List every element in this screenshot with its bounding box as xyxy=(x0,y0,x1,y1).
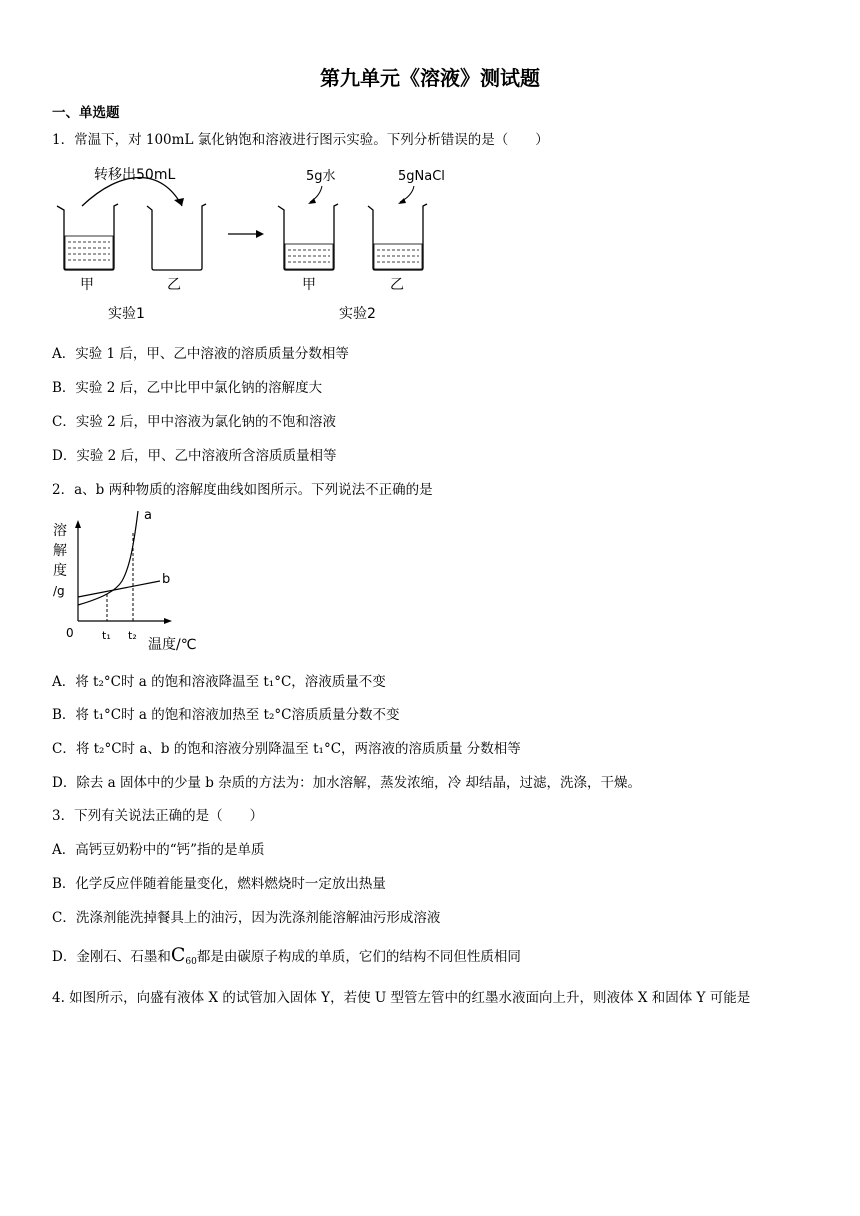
q2-option-a: A．将 t₂°C时 a 的饱和溶液降温至 t₁°C，溶液质量不变 xyxy=(52,674,386,690)
q3-option-a: A．高钙豆奶粉中的“钙”指的是单质 xyxy=(52,842,265,858)
beaker-yi-2 xyxy=(368,204,427,270)
beaker-jia-2 xyxy=(278,204,338,270)
xlabel: 温度/℃ xyxy=(148,637,197,653)
t2-label: t₂ xyxy=(128,629,137,642)
curve-a-label: a xyxy=(144,508,152,523)
transfer-label: 转移出50mL xyxy=(94,167,176,183)
section-heading: 一、单选题 xyxy=(52,105,120,121)
q1-figure xyxy=(52,158,472,328)
beaker-label-jia-2: 甲 xyxy=(302,277,316,293)
q3-option-d-before: D．金刚石、石墨和 xyxy=(52,949,171,965)
q2-option-c: C．将 t₂°C时 a、b 的饱和溶液分别降温至 t₁°C，两溶液的溶质质量 分数相等 xyxy=(52,741,521,757)
q4-stem: 4. 如图所示，向盛有液体 X 的试管加入固体 Y，若使 U 型管左管中的红墨水液面向上升，则液体 X 和固体 Y 可能是 xyxy=(52,990,751,1006)
beaker-label-yi-2: 乙 xyxy=(390,277,404,293)
ylabel-1: 溶 xyxy=(53,523,67,539)
q2-option-b: B．将 t₁°C时 a 的饱和溶液加热至 t₂°C溶质质量分数不变 xyxy=(52,707,400,723)
q3-stem: 3．下列有关说法正确的是（ ） xyxy=(52,808,264,824)
origin-label: 0 xyxy=(66,626,74,640)
q1-option-d: D．实验 2 后，甲、乙中溶液所含溶质质量相等 xyxy=(52,448,337,464)
q1-option-c: C．实验 2 后，甲中溶液为氯化钠的不饱和溶液 xyxy=(52,414,337,430)
beaker-label-jia-1: 甲 xyxy=(80,277,94,293)
q2-solubility-figure xyxy=(50,503,210,655)
q2-stem: 2．a、b 两种物质的溶解度曲线如图所示。下列说法不正确的是 xyxy=(52,482,433,498)
q1-stem: 1．常温下，对 100mL 氯化钠饱和溶液进行图示实验。下列分析错误的是（ ） xyxy=(52,132,549,148)
exp1-label: 实验1 xyxy=(108,306,145,322)
q3-option-c: C．洗涤剂能洗掉餐具上的油污，因为洗涤剂能溶解油污形成溶液 xyxy=(52,910,441,926)
exp2-label: 实验2 xyxy=(339,306,376,322)
ylabel-4: /g xyxy=(53,584,65,598)
q3-option-d xyxy=(52,944,521,967)
q1-option-a: A．实验 1 后，甲、乙中溶液的溶质质量分数相等 xyxy=(52,346,349,362)
beaker-label-yi-1: 乙 xyxy=(167,277,181,293)
curve-b xyxy=(78,581,160,597)
q3-option-d-after: 都是由碳原子构成的单质，它们的结构不同但性质相同 xyxy=(196,949,521,965)
ylabel-3: 度 xyxy=(53,563,67,579)
transfer-arrowhead xyxy=(174,198,184,206)
q1-option-b: B．实验 2 后，乙中比甲中氯化钠的溶解度大 xyxy=(52,380,323,396)
c60-formula: $C_{60}$ xyxy=(170,944,197,967)
beaker-jia-1 xyxy=(57,204,118,270)
beaker-yi-1 xyxy=(147,204,206,270)
ylabel-2: 解 xyxy=(53,543,67,559)
water-label: 5g水 xyxy=(306,169,336,184)
page-title: 第九单元《溶液》测试题 xyxy=(320,66,540,90)
q3-option-b: B．化学反应伴随着能量变化，燃料燃烧时一定放出热量 xyxy=(52,876,386,892)
t1-label: t₁ xyxy=(102,629,111,642)
q2-option-d: D．除去 a 固体中的少量 b 杂质的方法为：加水溶解，蒸发浓缩，冷 却结晶，过滤，洗涤，干燥。 xyxy=(52,775,641,791)
nacl-label: 5gNaCl xyxy=(398,169,445,184)
curve-b-label: b xyxy=(162,572,171,587)
